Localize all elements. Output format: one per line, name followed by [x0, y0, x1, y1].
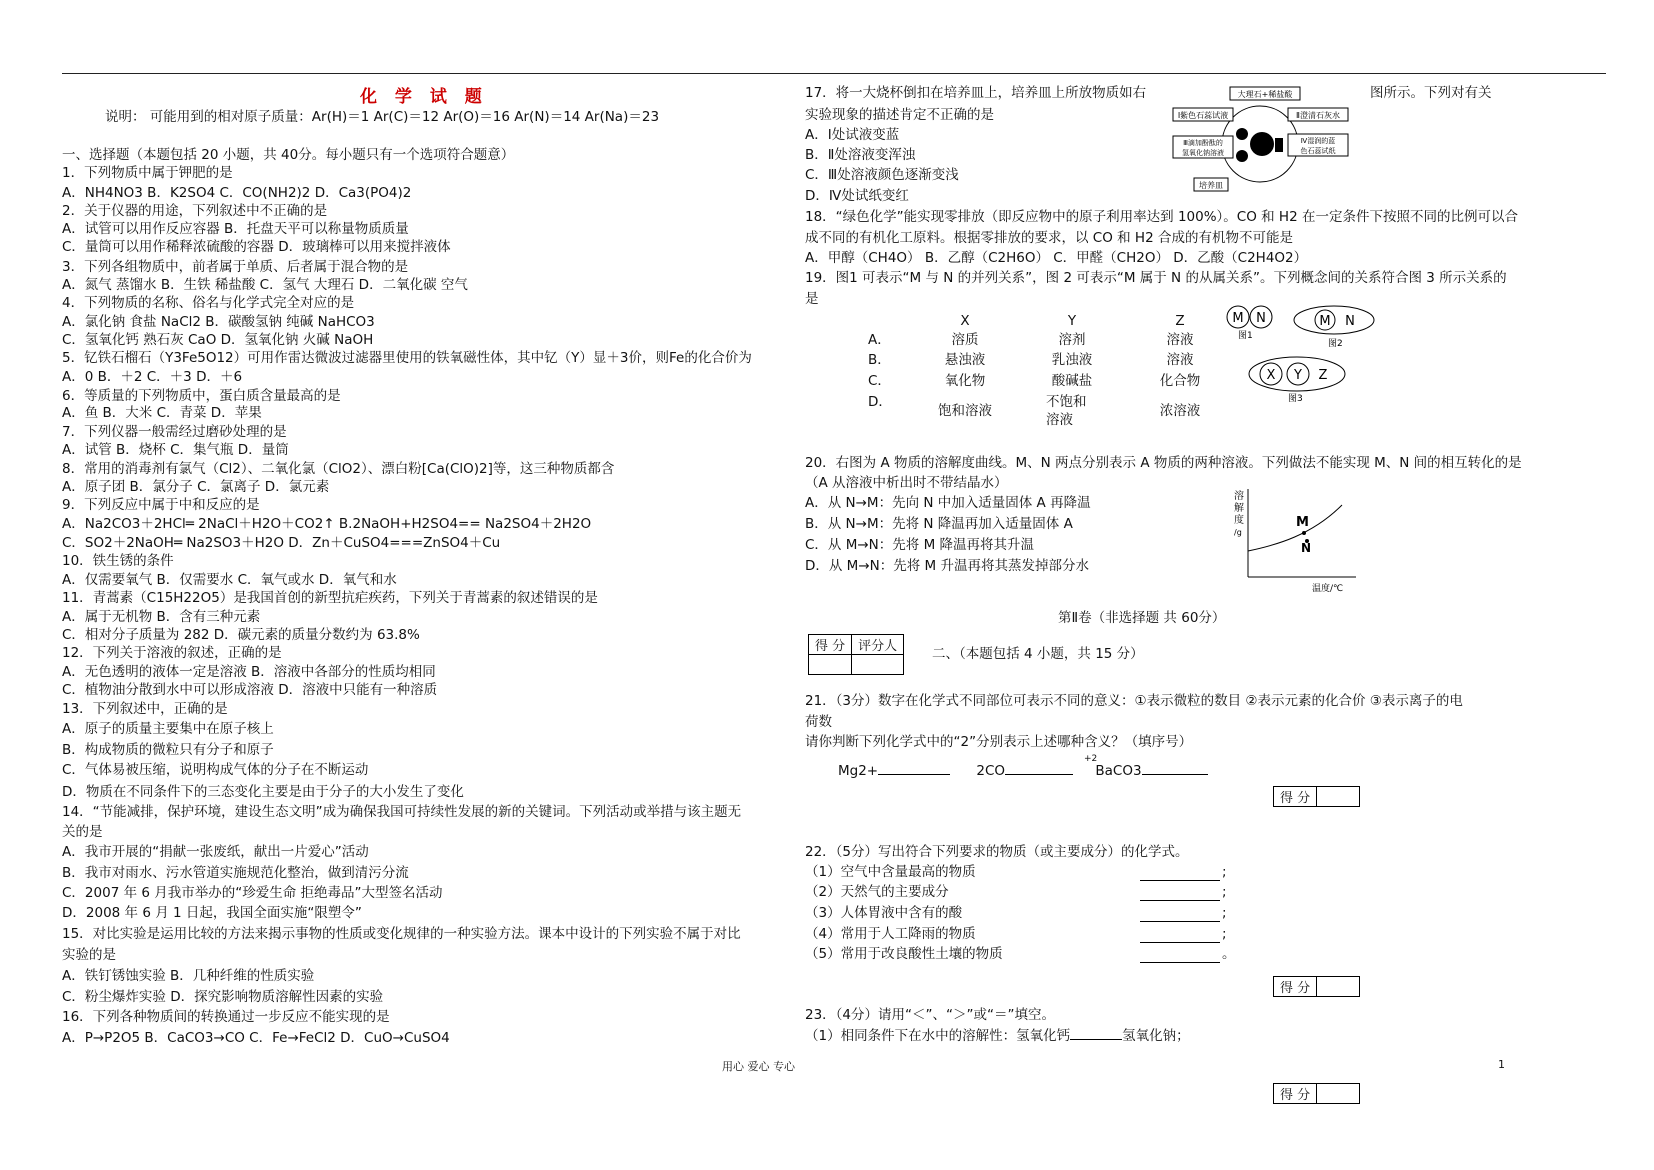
q21-line: 21．（3分）数字在化学式不同部位可表示不同的意义：①表示微粒的数目 ②表示元素的化合价 ③表示离子的电	[805, 693, 1463, 709]
figure-20	[1232, 485, 1362, 595]
question-line: C．SO2＋2NaOH═ Na2SO3＋H2O D．Zn＋CuSO4===ZnSO4＋Cu	[62, 535, 501, 551]
q17-line: 图所示。下列对有关	[1370, 85, 1492, 101]
q17-line: A．Ⅰ处试液变蓝	[805, 127, 900, 143]
q22-line: （4）常用于人工降雨的物质	[805, 926, 976, 942]
question-line: 7．下列仪器一般需经过磨砂处理的是	[62, 424, 287, 440]
question-line: A．原子的质量主要集中在原子核上	[62, 721, 274, 737]
grader-label: 评分人	[852, 635, 904, 655]
score-label: 得 分	[1274, 787, 1317, 807]
q22-end: ;	[1222, 905, 1227, 921]
question-line: 5．钇铁石榴石（Y3Fe5O12）可用作雷达微波过滤器里使用的铁氧磁性体，其中钇（Y）显＋3价，则Fe的化合价为	[62, 350, 752, 366]
fig19-m2: M	[1319, 314, 1331, 329]
question-line: C．氢氧化钙 熟石灰 CaO D．氢氧化钠 火碱 NaOH	[62, 332, 374, 348]
table19-row-label: D．	[868, 394, 892, 410]
q20-line: C．从 M→N：先将 M 降温再将其升温	[805, 537, 1035, 553]
table19-row-label: A．	[868, 332, 891, 348]
fig20-n: N	[1301, 541, 1312, 555]
q21-item-b: 2CO	[976, 763, 1006, 779]
score-cell[interactable]	[1317, 977, 1360, 997]
header-rule	[62, 73, 1606, 74]
q17-line: 实验现象的描述肯定不正确的是	[805, 107, 994, 123]
question-line: B．我市对雨水、污水管道实施规范化整治，做到清污分流	[62, 865, 409, 881]
score-cell[interactable]	[1317, 787, 1360, 807]
q23-text-a: （1）相同条件下在水中的溶解性：氢氧化钙	[805, 1028, 1071, 1044]
q21-item-a: Mg2+	[838, 763, 879, 779]
question-line: A．无色透明的液体一定是溶液 B．溶液中各部分的性质均相同	[62, 664, 436, 680]
table19-cell: 饱和溶液	[938, 403, 992, 419]
question-line: 10．铁生锈的条件	[62, 553, 174, 569]
fig19-caption2: 图2	[1328, 339, 1343, 349]
fig19-x: X	[1266, 368, 1276, 383]
fig17-label-4a: Ⅳ湿润的蓝	[1300, 137, 1336, 145]
score-label: 得 分	[1274, 977, 1317, 997]
question-line: 4．下列物质的名称、俗名与化学式完全对应的是	[62, 295, 355, 311]
fig20-m: M	[1296, 515, 1309, 530]
question-line: A．0 B．＋2 C．＋3 D．＋6	[62, 369, 243, 385]
q22-line: （2）天然气的主要成分	[805, 884, 949, 900]
q19-line: 19．图1 可表示“M 与 N 的并列关系”，图 2 可表示“M 属于 N 的从属关系”。下列概念间的关系符合图 3 所示关系的	[805, 270, 1507, 286]
q22-answer-blank[interactable]	[1140, 926, 1220, 943]
q21-blank-c[interactable]	[1142, 774, 1208, 775]
q20-line: A．从 N→M：先向 N 中加入适量固体 A 再降温	[805, 495, 1091, 511]
fig19-m1: M	[1232, 311, 1244, 326]
q22-line: （3）人体胃液中含有的酸	[805, 905, 963, 921]
fig17-label-1: Ⅰ紫色石蕊试液	[1177, 111, 1229, 120]
section2-title: 二、（本题包括 4 小题，共 15 分）	[932, 646, 1144, 662]
fig17-label-2: Ⅱ澄清石灰水	[1296, 111, 1340, 120]
table19-cell: 溶质	[951, 332, 979, 348]
question-line: A．铁钉锈蚀实验 B．几种纤维的性质实验	[62, 968, 315, 984]
q20-line: 20．右图为 A 物质的溶解度曲线。M、N 两点分别表示 A 物质的两种溶液。下列做法不能实现 M、N 间的相互转化的是	[805, 455, 1522, 471]
q22-end: ;	[1222, 926, 1227, 942]
question-line: A．试管可以用作反应容器 B．托盘天平可以称量物质质量	[62, 221, 409, 237]
question-line: A．NH4NO3 B．K2SO4 C．CO(NH2)2 D．Ca3(PO4)2	[62, 185, 412, 201]
table19-row-label: B．	[868, 352, 891, 368]
fig17-label-5: 培养皿	[1199, 181, 1223, 190]
footer-slogan: 用心 爱心 专心	[722, 1060, 795, 1073]
q23-line-1	[805, 1027, 1190, 1045]
question-line: A．试管 B．烧杯 C．集气瓶 D．量筒	[62, 442, 289, 458]
q18-line: 18．“绿色化学”能实现零排放（即反应物中的原子利用率达到 100%）。CO 和 H2 在一定条件下按照不同的比例可以合	[805, 209, 1518, 225]
question-line: 12．下列关于溶液的叙述，正确的是	[62, 645, 282, 661]
q21-plus2: +2	[1084, 754, 1098, 764]
fig20-ylabel-2: 解	[1234, 503, 1244, 514]
q20-line: D．从 M→N：先将 M 升温再将其蒸发掉部分水	[805, 558, 1089, 574]
question-line: A．氯化钠 食盐 NaCl2 B．碳酸氢钠 纯碱 NaHCO3	[62, 314, 375, 330]
fig20-ylabel-3: 度	[1234, 515, 1244, 526]
question-line: 15．对比实验是运用比较的方法来揭示事物的性质或变化规律的一种实验方法。课本中设计的下列实验不属于对比	[62, 926, 741, 942]
score-cell[interactable]	[1317, 1084, 1360, 1104]
part2-title: 第Ⅱ卷（非选择题 共 60分）	[1058, 610, 1226, 626]
table19-cell: 氧化物	[944, 373, 986, 389]
q22-line: 22．（5分）写出符合下列要求的物质（或主要成分）的化学式。	[805, 844, 1189, 860]
q18-line: 成不同的有机化工原料。根据零排放的要求，以 CO 和 H2 合成的有机物不可能是	[805, 230, 1293, 246]
page-title: 化 学 试 题	[360, 87, 488, 107]
exam-note: 说明： 可能用到的相对原子质量：Ar(H)＝1 Ar(C)＝12 Ar(O)＝16 Ar(N)＝14 Ar(Na)＝23	[105, 109, 660, 125]
fig19-n1: N	[1256, 311, 1266, 326]
figure-19	[1222, 300, 1382, 410]
question-line: D．2008 年 6 月 1 日起，我国全面实施“限塑令”	[62, 905, 362, 921]
question-line: C．相对分子质量为 282 D．碳元素的质量分数约为 63.8%	[62, 627, 420, 643]
q22-line: （1）空气中含量最高的物质	[805, 864, 976, 880]
table19-cell: 溶剂	[1058, 332, 1086, 348]
fig19-n2: N	[1345, 314, 1355, 329]
fig17-label-3b: 氢氧化钠溶液	[1182, 149, 1224, 157]
q17-line: C．Ⅲ处溶液颜色逐渐变浅	[805, 167, 959, 183]
q22-answer-blank[interactable]	[1140, 905, 1220, 922]
question-line: A．属于无机物 B．含有三种元素	[62, 609, 261, 625]
question-line: C．粉尘爆炸实验 D．探究影响物质溶解性因素的实验	[62, 989, 384, 1005]
question-line: C．植物油分散到水中可以形成溶液 D．溶液中只能有一种溶质	[62, 682, 438, 698]
question-line: 1．下列物质中属于钾肥的是	[62, 165, 233, 181]
score-label: 得 分	[809, 635, 852, 655]
q23-line-0: 23．（4分）请用“＜”、“＞”或“＝”填空。	[805, 1007, 1055, 1023]
score-table-22	[1273, 976, 1360, 997]
fig20-ylabel-1: 溶	[1234, 491, 1244, 502]
question-line: 13．下列叙述中，正确的是	[62, 701, 228, 717]
page-number: 1	[1498, 1058, 1505, 1071]
q21-line: 荷数	[805, 714, 832, 730]
question-line: A．鱼 B．大米 C．青菜 D．苹果	[62, 405, 262, 421]
table19-cell: 溶液	[1166, 352, 1194, 368]
question-line: 9．下列反应中属于中和反应的是	[62, 497, 260, 513]
question-line: B．构成物质的微粒只有分子和原子	[62, 742, 274, 758]
q21-blank-a[interactable]	[878, 774, 950, 775]
q23-blank[interactable]	[1070, 1039, 1122, 1040]
figure-17	[1170, 84, 1352, 196]
score-cell[interactable]	[809, 655, 852, 675]
question-line: C．2007 年 6 月我市举办的“珍爱生命 拒绝毒品”大型签名活动	[62, 885, 443, 901]
fig19-z: Z	[1318, 368, 1328, 383]
question-line: A．仅需要氧气 B．仅需要水 C．氧气或水 D．氧气和水	[62, 572, 397, 588]
question-line: 14．“节能减排，保护环境，建设生态文明”成为确保我国可持续性发展的新的关键词。下列活动或举措与该主题无	[62, 804, 742, 820]
table19-row-label: C．	[868, 373, 891, 389]
q17-line: 17．将一大烧杯倒扣在培养皿上，培养皿上所放物质如右	[805, 85, 1147, 101]
table19-cell: 溶液	[1166, 332, 1194, 348]
question-line: 3．下列各组物质中，前者属于单质、后者属于混合物的是	[62, 259, 409, 275]
q23-text-b: 氢氧化钠；	[1122, 1028, 1190, 1044]
question-line: 实验的是	[62, 947, 116, 963]
table19-head: Z	[1175, 313, 1185, 329]
question-line: 关的是	[62, 824, 103, 840]
table19-cell: 酸碱盐	[1051, 373, 1093, 389]
fig17-label-0: 大理石+稀盐酸	[1237, 90, 1293, 99]
fig19-caption3: 图3	[1288, 394, 1303, 404]
q20-line: B．从 N→M：先将 N 降温再加入适量固体 A	[805, 516, 1073, 532]
table19-cell: 化合物	[1159, 373, 1201, 389]
question-line: A．P→P2O5 B．CaCO3→CO C．Fe→FeCl2 D．CuO→CuSO4	[62, 1030, 450, 1046]
q22-answer-blank[interactable]	[1140, 864, 1220, 881]
table19-cell: 乳浊液	[1051, 352, 1093, 368]
question-line: C．量筒可以用作稀释浓硫酸的容器 D．玻璃棒可以用来搅拌液体	[62, 239, 451, 255]
question-line: 一、选择题（本题包括 20 小题，共 40分。每小题只有一个选项符合题意）	[62, 147, 515, 163]
q20-line: （A 从溶液中析出时不带结晶水）	[805, 475, 1008, 491]
question-line: D．物质在不同条件下的三态变化主要是由于分子的大小发生了变化	[62, 784, 464, 800]
question-line: A．Na2CO3＋2HCl═ 2NaCl＋H2O＋CO2↑ B.2NaOH+H2SO4== Na2SO4＋2H2O	[62, 516, 592, 532]
fig19-y: Y	[1294, 368, 1302, 383]
q17-line: B．Ⅱ处溶液变浑浊	[805, 147, 916, 163]
question-line: 16．下列各种物质间的转换通过一步反应不能实现的是	[62, 1009, 390, 1025]
question-line: A．原子团 B．氯分子 C．氯离子 D．氯元素	[62, 479, 330, 495]
score-table-21	[1273, 786, 1360, 807]
score-table-main	[808, 634, 904, 675]
question-line: 2．关于仪器的用途，下列叙述中不正确的是	[62, 203, 328, 219]
q21-answers	[838, 762, 1208, 780]
q22-end: ;	[1222, 884, 1227, 900]
q17-line: D．Ⅳ处试纸变红	[805, 188, 909, 204]
fig20-ylabel-4: /g	[1234, 528, 1242, 537]
question-line: C．气体易被压缩，说明构成气体的分子在不断运动	[62, 762, 369, 778]
q21-blank-b[interactable]	[1005, 774, 1073, 775]
question-line: A．氮气 蒸馏水 B．生铁 稀盐酸 C．氢气 大理石 D．二氧化碳 空气	[62, 277, 468, 293]
question-line: 6．等质量的下列物质中，蛋白质含量最高的是	[62, 388, 341, 404]
q22-answer-blank[interactable]	[1140, 884, 1220, 901]
q22-end: 。	[1222, 946, 1236, 962]
question-line: 8．常用的消毒剂有氯气（Cl2）、二氧化氯（ClO2）、漂白粉[Ca(ClO)2]等，这三种物质都含	[62, 461, 615, 477]
fig19-caption1: 图1	[1238, 331, 1253, 341]
table19-cell: 浓溶液	[1159, 403, 1201, 419]
q21-line: 请你判断下列化学式中的“2”分别表示上述哪种含义？（填序号）	[805, 734, 1193, 750]
q18-line: A．甲醇（CH4O） B．乙醇（C2H6O） C．甲醛（CH2O） D．乙酸（C2H4O2）	[805, 250, 1308, 266]
q21-item-c: BaCO3	[1095, 763, 1142, 779]
q22-end: ;	[1222, 864, 1227, 880]
table19-cell: 悬浊液	[944, 352, 986, 368]
fig17-label-3a: Ⅲ滴加酚酞的	[1183, 139, 1223, 147]
table19-head: X	[960, 313, 970, 329]
q19-line: 是	[805, 291, 819, 307]
table19-head: Y	[1067, 313, 1077, 329]
q22-line: （5）常用于改良酸性土壤的物质	[805, 946, 1003, 962]
fig17-label-4b: 色石蕊试纸	[1300, 147, 1336, 155]
question-line: A．我市开展的“捐献一张废纸，献出一片爱心”活动	[62, 844, 369, 860]
fig20-xlabel: 温度/℃	[1312, 584, 1344, 594]
table19-cell: 不饱和溶液	[1046, 394, 1087, 428]
score-label: 得 分	[1274, 1084, 1317, 1104]
q22-answer-blank[interactable]	[1140, 946, 1220, 963]
question-line: 11．青蒿素（C15H22O5）是我国首创的新型抗疟疾药，下列关于青蒿素的叙述错误的是	[62, 590, 598, 606]
score-table-23	[1273, 1083, 1360, 1104]
grader-cell[interactable]	[852, 655, 904, 675]
